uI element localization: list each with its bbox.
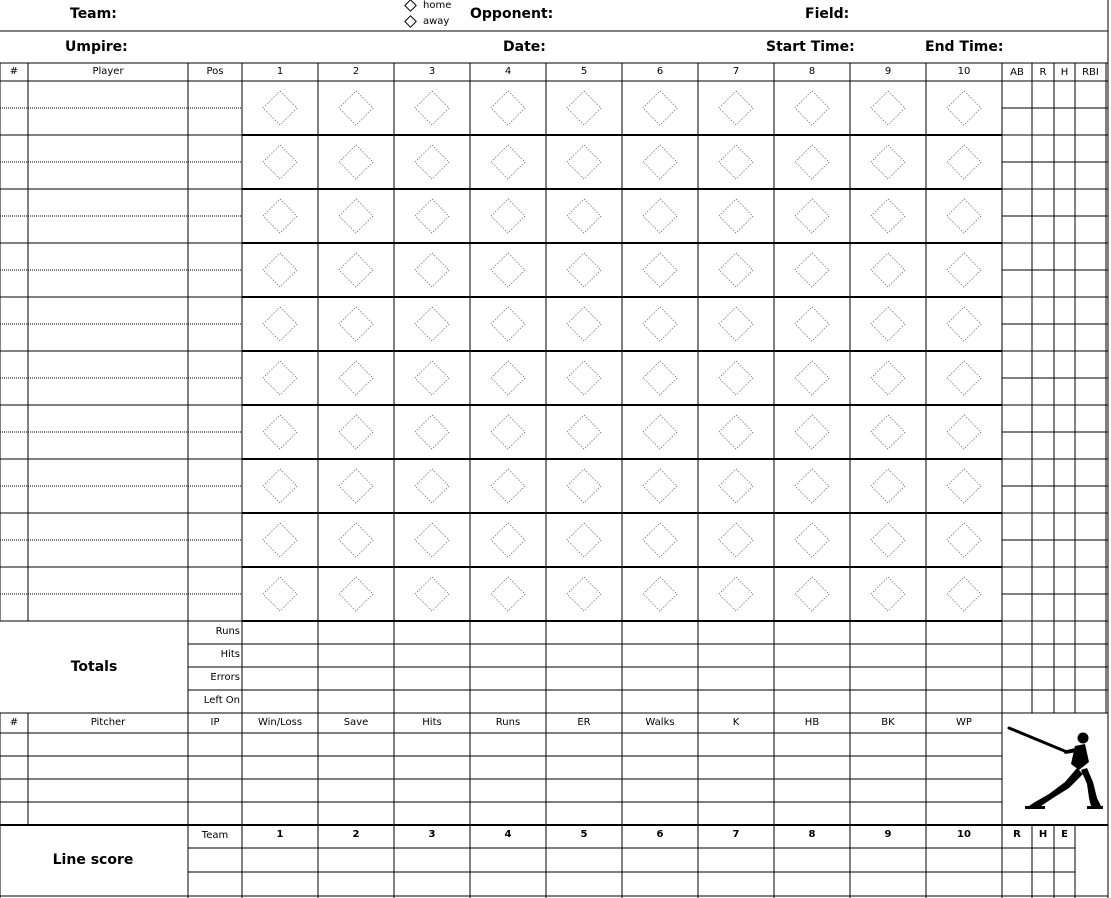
player-header: Player: [92, 66, 124, 77]
base-diamond-icon[interactable]: [947, 577, 981, 611]
inning-header-3: 3: [428, 66, 436, 77]
pitch-header-hb: HB: [804, 717, 820, 728]
start-time-label: Start Time:: [766, 39, 855, 55]
base-diamond-icon[interactable]: [491, 145, 525, 179]
base-diamond-icon[interactable]: [719, 523, 753, 557]
linescore-stat-r: R: [1013, 829, 1021, 840]
base-diamond-icon[interactable]: [263, 307, 297, 341]
base-diamond-icon[interactable]: [871, 523, 905, 557]
base-diamond-icon[interactable]: [643, 361, 677, 395]
base-diamond-icon[interactable]: [263, 253, 297, 287]
pitch-header-hits: Hits: [422, 717, 442, 728]
date-label: Date:: [503, 39, 546, 55]
base-diamond-icon[interactable]: [719, 145, 753, 179]
base-diamond-icon[interactable]: [567, 91, 601, 125]
base-diamond-icon[interactable]: [567, 145, 601, 179]
base-diamond-icon[interactable]: [567, 361, 601, 395]
base-diamond-icon[interactable]: [871, 199, 905, 233]
base-diamond-icon[interactable]: [947, 199, 981, 233]
base-diamond-icon[interactable]: [415, 91, 449, 125]
inning-header-8: 8: [808, 66, 816, 77]
base-diamond-icon[interactable]: [491, 253, 525, 287]
pos-header: Pos: [206, 66, 224, 77]
team-label: Team:: [70, 6, 117, 22]
base-diamond-icon[interactable]: [339, 469, 373, 503]
base-diamond-icon[interactable]: [263, 145, 297, 179]
base-diamond-icon[interactable]: [339, 577, 373, 611]
linescore-inning-2: 2: [352, 829, 360, 840]
stat-header-h: H: [1060, 67, 1069, 78]
base-diamond-icon[interactable]: [339, 253, 373, 287]
base-diamond-icon[interactable]: [491, 523, 525, 557]
pitch-header-er: ER: [577, 717, 591, 728]
base-diamond-icon[interactable]: [947, 361, 981, 395]
umpire-label: Umpire:: [65, 39, 128, 55]
base-diamond-icon[interactable]: [795, 145, 829, 179]
base-diamond-icon[interactable]: [795, 253, 829, 287]
base-diamond-icon[interactable]: [415, 199, 449, 233]
pitch-header-walks: Walks: [645, 717, 675, 728]
base-diamond-icon[interactable]: [491, 91, 525, 125]
stat-header-ab: AB: [1010, 67, 1024, 78]
base-diamond-icon[interactable]: [947, 253, 981, 287]
baseball-batter-icon: [1005, 718, 1105, 812]
base-diamond-icon[interactable]: [719, 415, 753, 449]
base-diamond-icon[interactable]: [263, 469, 297, 503]
inning-header-1: 1: [276, 66, 284, 77]
base-diamond-icon[interactable]: [947, 469, 981, 503]
base-diamond-icon[interactable]: [339, 145, 373, 179]
pitcher-header: Pitcher: [90, 717, 126, 728]
base-diamond-icon[interactable]: [339, 91, 373, 125]
base-diamond-icon[interactable]: [795, 361, 829, 395]
base-diamond-icon[interactable]: [643, 577, 677, 611]
base-diamond-icon[interactable]: [263, 523, 297, 557]
stat-header-r: R: [1039, 67, 1047, 78]
base-diamond-icon[interactable]: [491, 469, 525, 503]
pitch-header-k: K: [732, 717, 740, 728]
base-diamond-icon[interactable]: [415, 577, 449, 611]
base-diamond-icon[interactable]: [719, 469, 753, 503]
linescore-stat-e: E: [1061, 829, 1068, 840]
base-diamond-icon[interactable]: [339, 199, 373, 233]
base-diamond-icon[interactable]: [263, 361, 297, 395]
base-diamond-icon[interactable]: [643, 523, 677, 557]
inning-header-7: 7: [732, 66, 740, 77]
totals-row-runs: Runs: [215, 626, 240, 637]
end-time-label: End Time:: [925, 39, 1004, 55]
base-diamond-icon[interactable]: [415, 307, 449, 341]
base-diamond-icon[interactable]: [795, 469, 829, 503]
base-diamond-icon[interactable]: [871, 253, 905, 287]
inning-header-10: 10: [957, 66, 971, 77]
pitching-num-header: #: [9, 717, 19, 728]
away-label: away: [423, 16, 450, 27]
base-diamond-icon[interactable]: [643, 91, 677, 125]
base-diamond-icon[interactable]: [719, 91, 753, 125]
base-diamond-icon[interactable]: [415, 361, 449, 395]
base-diamond-icon[interactable]: [871, 415, 905, 449]
base-diamond-icon[interactable]: [871, 91, 905, 125]
base-diamond-icon[interactable]: [871, 577, 905, 611]
base-diamond-icon[interactable]: [871, 145, 905, 179]
home-label: home: [423, 0, 452, 11]
base-diamond-icon[interactable]: [263, 415, 297, 449]
stat-header-rbi: RBI: [1082, 67, 1099, 78]
base-diamond-icon[interactable]: [719, 199, 753, 233]
base-diamond-icon[interactable]: [263, 199, 297, 233]
ip-header: IP: [210, 717, 220, 728]
totals-row-hits: Hits: [220, 649, 240, 660]
base-diamond-icon[interactable]: [795, 199, 829, 233]
base-diamond-icon[interactable]: [643, 253, 677, 287]
base-diamond-icon[interactable]: [415, 253, 449, 287]
base-diamond-icon[interactable]: [795, 307, 829, 341]
base-diamond-icon[interactable]: [491, 361, 525, 395]
base-diamond-icon[interactable]: [871, 361, 905, 395]
base-diamond-icon[interactable]: [567, 469, 601, 503]
pitch-header-bk: BK: [881, 717, 895, 728]
linescore-team-header: Team: [201, 830, 229, 841]
opponent-label: Opponent:: [470, 6, 554, 22]
base-diamond-icon[interactable]: [643, 415, 677, 449]
linescore-inning-9: 9: [884, 829, 892, 840]
base-diamond-icon[interactable]: [871, 469, 905, 503]
base-diamond-icon[interactable]: [719, 253, 753, 287]
base-diamond-icon[interactable]: [567, 523, 601, 557]
inning-header-4: 4: [504, 66, 512, 77]
batting-num-header: #: [9, 66, 19, 77]
linescore-inning-4: 4: [504, 829, 512, 840]
base-diamond-icon[interactable]: [415, 145, 449, 179]
inning-header-5: 5: [580, 66, 588, 77]
base-diamond-icon[interactable]: [643, 199, 677, 233]
inning-header-6: 6: [656, 66, 664, 77]
base-diamond-icon[interactable]: [795, 577, 829, 611]
linescore-inning-7: 7: [732, 829, 740, 840]
base-diamond-icon[interactable]: [947, 307, 981, 341]
totals-row-left-on: Left On: [203, 695, 240, 706]
base-diamond-icon[interactable]: [871, 307, 905, 341]
base-diamond-icon[interactable]: [339, 523, 373, 557]
base-diamond-icon[interactable]: [795, 523, 829, 557]
base-diamond-icon[interactable]: [415, 415, 449, 449]
base-diamond-icon[interactable]: [567, 415, 601, 449]
base-diamond-icon[interactable]: [643, 469, 677, 503]
base-diamond-icon[interactable]: [339, 361, 373, 395]
base-diamond-icon[interactable]: [795, 415, 829, 449]
base-diamond-icon[interactable]: [263, 91, 297, 125]
pitch-header-win-loss: Win/Loss: [257, 717, 303, 728]
linescore-inning-3: 3: [428, 829, 436, 840]
base-diamond-icon[interactable]: [491, 577, 525, 611]
linescore-inning-8: 8: [808, 829, 816, 840]
pitch-header-save: Save: [343, 717, 369, 728]
base-diamond-icon[interactable]: [491, 307, 525, 341]
totals-row-errors: Errors: [210, 672, 240, 683]
base-diamond-icon[interactable]: [719, 577, 753, 611]
pitch-header-wp: WP: [956, 717, 972, 728]
base-diamond-icon[interactable]: [643, 307, 677, 341]
inning-header-2: 2: [352, 66, 360, 77]
base-diamond-icon[interactable]: [947, 91, 981, 125]
linescore-title: Line score: [52, 852, 134, 868]
base-diamond-icon[interactable]: [719, 307, 753, 341]
base-diamond-icon[interactable]: [415, 469, 449, 503]
base-diamond-icon[interactable]: [491, 415, 525, 449]
linescore-inning-1: 1: [276, 829, 284, 840]
base-diamond-icon[interactable]: [263, 577, 297, 611]
base-diamond-icon[interactable]: [339, 415, 373, 449]
linescore-inning-10: 10: [957, 829, 971, 840]
base-diamond-icon[interactable]: [947, 523, 981, 557]
totals-title: Totals: [70, 659, 118, 675]
base-diamond-icon[interactable]: [567, 307, 601, 341]
base-diamond-icon[interactable]: [567, 199, 601, 233]
base-diamond-icon[interactable]: [415, 523, 449, 557]
base-diamond-icon[interactable]: [719, 361, 753, 395]
pitch-header-runs: Runs: [495, 717, 521, 728]
base-diamond-icon[interactable]: [643, 145, 677, 179]
base-diamond-icon[interactable]: [947, 415, 981, 449]
field-label: Field:: [805, 6, 850, 22]
base-diamond-icon[interactable]: [339, 307, 373, 341]
base-diamond-icon[interactable]: [491, 199, 525, 233]
base-diamond-icon[interactable]: [795, 91, 829, 125]
linescore-inning-5: 5: [580, 829, 588, 840]
base-diamond-icon[interactable]: [947, 145, 981, 179]
base-diamond-icon[interactable]: [567, 577, 601, 611]
linescore-inning-6: 6: [656, 829, 664, 840]
inning-header-9: 9: [884, 66, 892, 77]
linescore-stat-h: H: [1038, 829, 1048, 840]
base-diamond-icon[interactable]: [567, 253, 601, 287]
